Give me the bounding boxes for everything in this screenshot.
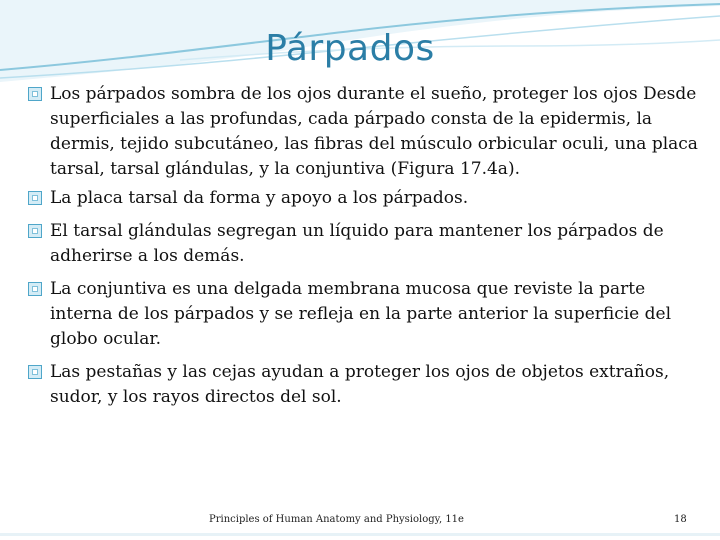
bottom-rule (0, 533, 720, 536)
footer-source: Principles of Human Anatomy and Physiology, 11e (209, 514, 464, 525)
bullet-marker-icon (28, 365, 42, 379)
bullet-text: La placa tarsal da forma y apoyo a los párpados. (50, 188, 469, 208)
bullet-item (28, 82, 700, 182)
bullet-item (28, 219, 700, 269)
bullet-text: El tarsal glándulas segregan un líquido para mantener los párpados de adherirse a los demás. (50, 221, 664, 266)
bullet-text: La conjuntiva es una delgada membrana mucosa que reviste la parte interna de los párpados y se refleja en la parte anterior la superficie del globo ocular. (50, 279, 672, 349)
bullet-list (28, 82, 700, 410)
page-number: 18 (674, 514, 687, 525)
bullet-item (28, 360, 700, 410)
bullet-item (28, 186, 700, 211)
bullet-text: Los párpados sombra de los ojos durante el sueño, proteger los ojos Desde superficiales a las profundas, cada párpado consta de la epidermis, la dermis, tejido subcutáneo, las fibras del músculo orbicular oculi, una placa tarsal, tarsal glándulas, y la conjuntiva (Figura 17.4a). (50, 84, 698, 179)
slide-title: Párpados (265, 28, 435, 69)
bullet-marker-icon (28, 282, 42, 296)
bullet-marker-icon (28, 87, 42, 101)
bullet-marker-icon (28, 191, 42, 205)
bullet-text: Las pestañas y las cejas ayudan a proteger los ojos de objetos extraños, sudor, y los rayos directos del sol. (50, 362, 670, 407)
bullet-item (28, 277, 700, 352)
bullet-marker-icon (28, 224, 42, 238)
